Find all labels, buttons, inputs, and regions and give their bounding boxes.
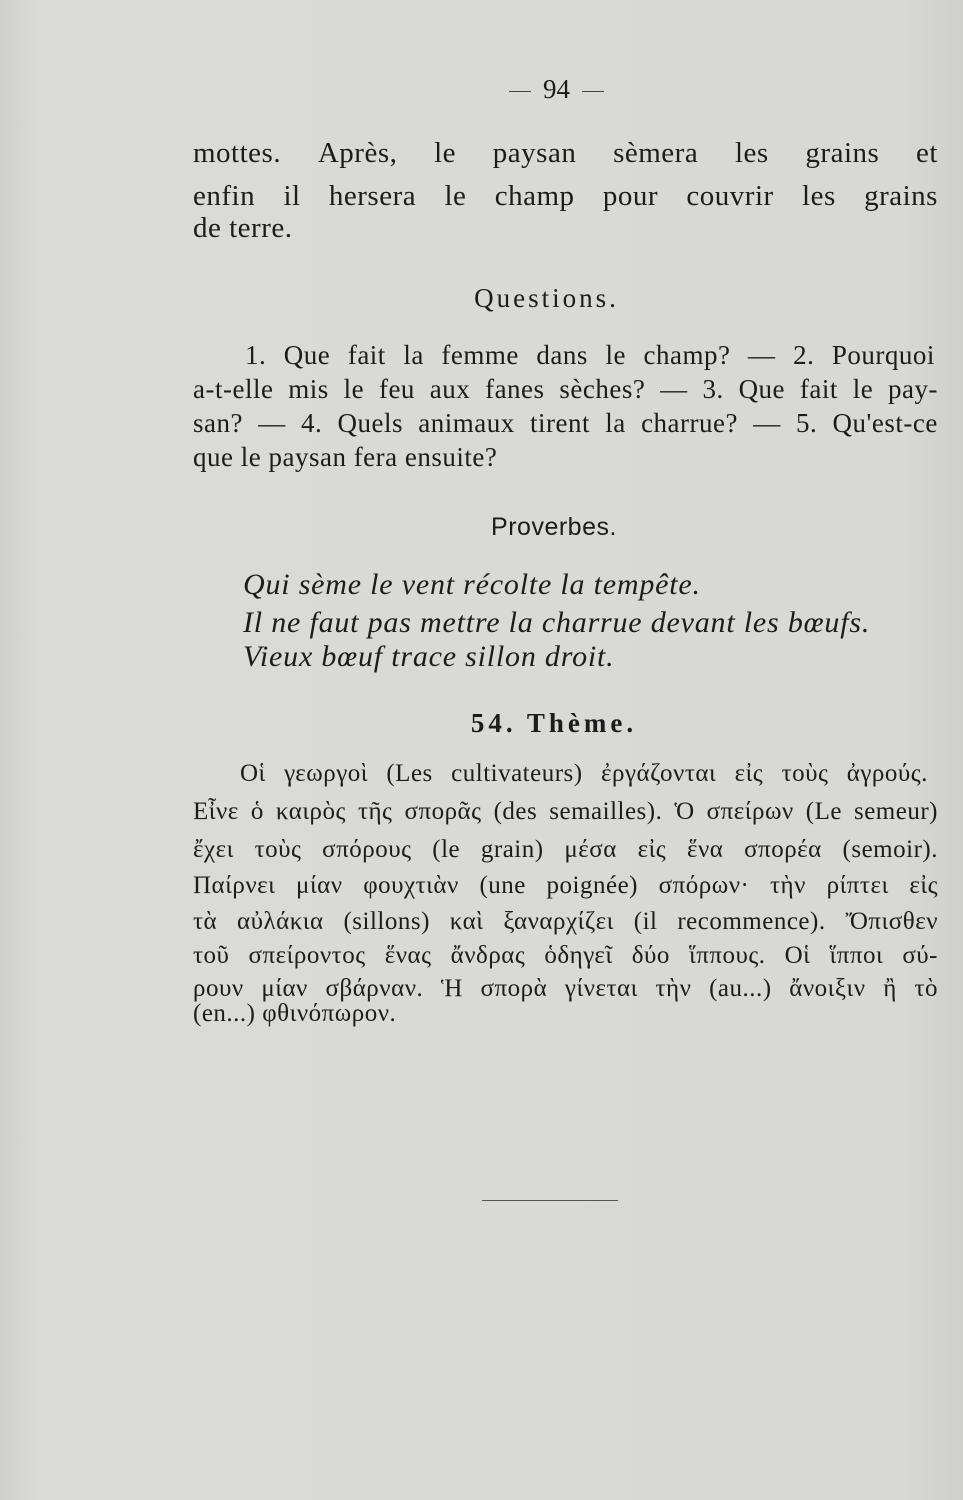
- intro-line-2: enfin il hersera le champ pour couvrir les grains: [193, 180, 938, 212]
- questions-heading: Questions.: [474, 283, 619, 313]
- proverbe-3: Vieux bœuf trace sillon droit.: [243, 640, 615, 673]
- theme-line-1: Οἱ γεωργοὶ (Les cultivateurs) ἐργάζονται εἰς τοὺς ἀγρούς.: [240, 760, 928, 787]
- questions-line-3: san? — 4. Quels animaux tirent la charrue? — 5. Qu'est-ce: [193, 408, 938, 438]
- page-number-dash-left: [509, 91, 531, 92]
- theme-line-8: (en...) φθινόπωρον.: [193, 1000, 397, 1027]
- questions-line-1: 1. Que fait la femme dans le champ? — 2. Pourquoi: [245, 340, 935, 370]
- page-number: [0, 74, 963, 105]
- end-rule: [482, 1200, 618, 1201]
- theme-line-3: ἔχει τοὺς σπόρους (le grain) μέσα εἰς ἕνα σπορέα (semoir).: [193, 836, 938, 863]
- theme-heading: 54. Thème.: [470, 708, 638, 738]
- theme-line-4: Παίρνει μίαν φουχτιὰν (une poignée) σπόρων· τὴν ρίπτει εἰς: [193, 872, 938, 899]
- theme-line-2: Εἶνε ὁ καιρὸς τῆς σπορᾶς (des semailles). Ὁ σπείρων (Le semeur): [193, 798, 938, 825]
- questions-line-4: que le paysan fera ensuite?: [193, 442, 498, 472]
- proverbes-heading: Proverbes.: [491, 513, 617, 541]
- page-number-dash-right: [582, 91, 604, 92]
- intro-line-1: mottes. Après, le paysan sèmera les grains et: [193, 137, 938, 169]
- theme-line-5: τὰ αὐλάκια (sillons) καὶ ξαναρχίζει (il recommence). Ὄπισθεν: [193, 908, 938, 935]
- proverbe-2: Il ne faut pas mettre la charrue devant les bœufs.: [243, 606, 871, 639]
- theme-line-7: ρουν μίαν σβάρναν. Ἡ σπορὰ γίνεται τὴν (au...) ἄνοιξιν ἢ τὸ: [193, 975, 938, 1002]
- theme-line-6: τοῦ σπείροντος ἕνας ἄνδρας ὁδηγεῖ δύο ἵππους. Οἱ ἵπποι σύ-: [193, 942, 938, 969]
- intro-line-3: de terre.: [193, 212, 293, 244]
- page-number-text: 94: [543, 74, 570, 104]
- questions-line-2: a-t-elle mis le feu aux fanes sèches? — 3. Que fait le pay-: [193, 374, 938, 404]
- proverbe-1: Qui sème le vent récolte la tempête.: [243, 568, 701, 601]
